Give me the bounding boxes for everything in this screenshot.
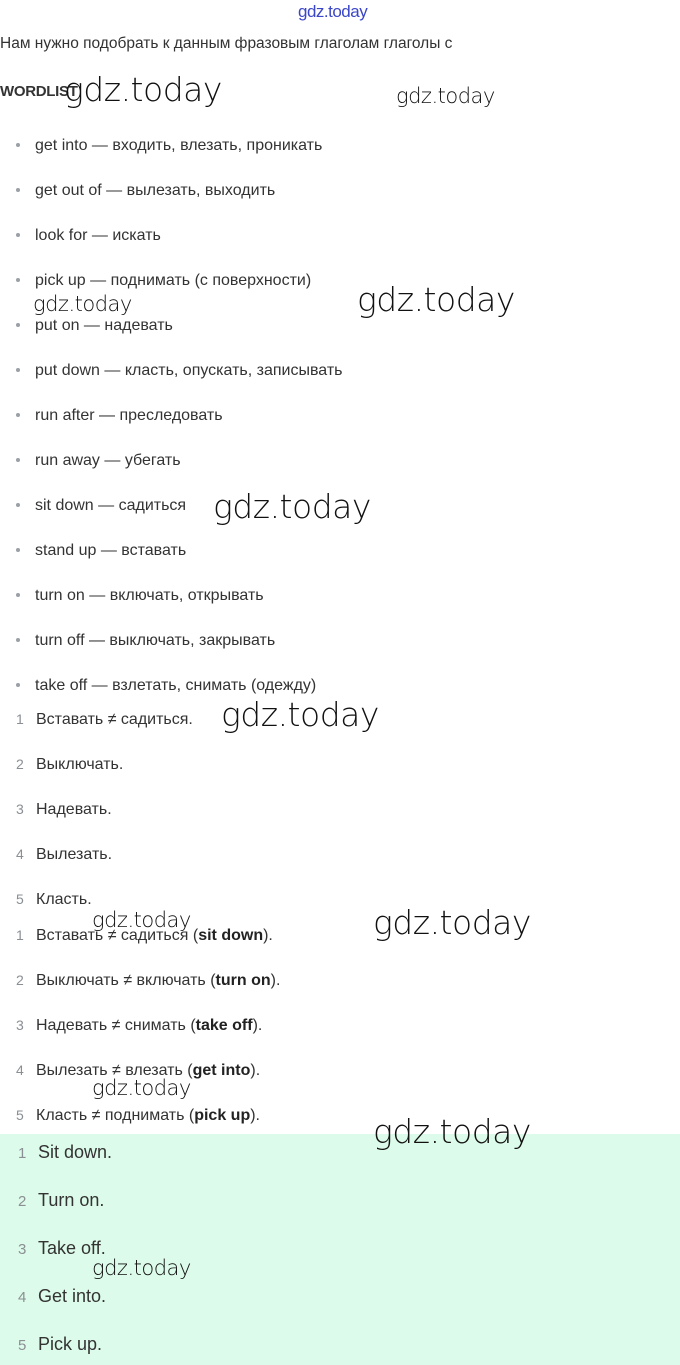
- wordlist-item-text: pick up — поднимать (с поверхности): [35, 272, 312, 289]
- bullet-icon: [16, 368, 20, 372]
- bullet-icon: [16, 188, 20, 192]
- bullet-icon: [16, 143, 20, 147]
- wordlist-item: [16, 137, 322, 155]
- item-number: 3: [16, 1017, 24, 1033]
- watermark: gdz.today: [33, 292, 132, 316]
- item-number: 5: [16, 1107, 24, 1123]
- item-text: Надевать.: [36, 801, 112, 818]
- item-number: 2: [16, 756, 24, 772]
- wordlist-item: [16, 362, 343, 380]
- phrasal-verb: get into: [192, 1062, 251, 1079]
- wordlist-item-text: turn on — включать, открывать: [35, 587, 264, 604]
- item-number: 4: [18, 1289, 27, 1306]
- answer-item: [18, 1334, 102, 1355]
- wordlist-item: [16, 632, 275, 650]
- section-title: WORDLIST: [0, 83, 78, 100]
- wordlist-item-text: put on — надевать: [35, 317, 173, 334]
- step1-item: [16, 801, 112, 819]
- wordlist-item-text: put down — класть, опускать, записывать: [35, 362, 343, 379]
- item-number: 3: [18, 1241, 27, 1258]
- answer-item: [18, 1190, 104, 1211]
- item-text-end: ).: [252, 1017, 263, 1034]
- item-text-end: ).: [263, 927, 273, 944]
- item-number: 3: [16, 801, 24, 817]
- step1-item: [16, 891, 92, 909]
- bullet-icon: [16, 458, 20, 462]
- wordlist-item: [16, 272, 311, 290]
- answer-text: Sit down.: [38, 1142, 113, 1162]
- answer-text: Pick up.: [38, 1334, 103, 1354]
- bullet-icon: [16, 323, 20, 327]
- watermark: gdz.today: [373, 903, 531, 942]
- item-number: 5: [18, 1337, 27, 1354]
- item-text: Выключать.: [36, 756, 124, 773]
- step2-item: [16, 1107, 260, 1125]
- watermark: gdz.today: [221, 695, 379, 734]
- watermark: gdz.today: [373, 1112, 531, 1151]
- bullet-icon: [16, 413, 20, 417]
- item-number: 4: [16, 1062, 24, 1078]
- wordlist-item: [16, 452, 181, 470]
- bullet-icon: [16, 233, 20, 237]
- wordlist-item: [16, 227, 161, 245]
- wordlist-item: [16, 182, 275, 200]
- item-number: 1: [16, 711, 24, 727]
- watermark: gdz.today: [64, 70, 222, 109]
- wordlist-item-text: get into — входить, влезать, проникать: [35, 137, 323, 154]
- answer-item: [18, 1286, 106, 1307]
- phrasal-verb: pick up: [194, 1107, 251, 1124]
- item-number: 4: [16, 846, 24, 862]
- phrasal-verb: turn on: [215, 972, 271, 989]
- wordlist-item-text: run after — преследовать: [35, 407, 223, 424]
- item-text: Вылезать ≠ влезать (: [36, 1062, 193, 1079]
- item-number: 2: [18, 1193, 27, 1210]
- watermark: gdz.today: [92, 908, 191, 932]
- item-text: Класть.: [36, 891, 92, 908]
- item-text: Вставать ≠ садиться.: [36, 711, 193, 728]
- wordlist-item: [16, 407, 223, 425]
- wordlist-item-text: get out of — вылезать, выходить: [35, 182, 276, 199]
- bullet-icon: [16, 503, 20, 507]
- intro-text: Нам нужно подобрать к данным фразовым глаголам глаголы с: [0, 35, 453, 52]
- item-text-end: ).: [250, 1062, 261, 1079]
- watermark: gdz.today: [357, 280, 515, 319]
- step2-item: [16, 972, 280, 990]
- wordlist-item: [16, 542, 186, 560]
- watermark: gdz.today: [396, 84, 495, 108]
- step1-item: [16, 711, 193, 729]
- wordlist-item-text: take off — взлетать, снимать (одежду): [35, 677, 317, 694]
- item-text: Выключать ≠ включать (: [36, 972, 216, 989]
- item-number: 1: [16, 927, 24, 943]
- item-text-end: ).: [250, 1107, 260, 1124]
- wordlist-item-text: look for — искать: [35, 227, 161, 244]
- item-number: 1: [18, 1145, 27, 1162]
- step1-item: [16, 756, 123, 774]
- answer-item: [18, 1142, 112, 1163]
- wordlist-item: [16, 497, 186, 515]
- top-watermark: gdz.today: [298, 2, 368, 21]
- wordlist-item: [16, 317, 173, 335]
- item-text: Вставать ≠ садиться (: [36, 927, 199, 944]
- item-text: Вылезать.: [36, 846, 113, 863]
- bullet-icon: [16, 548, 20, 552]
- wordlist-item: [16, 677, 316, 695]
- answer-text: Take off.: [38, 1238, 106, 1258]
- bullet-icon: [16, 683, 20, 687]
- phrasal-verb: sit down: [198, 927, 264, 944]
- wordlist-item-text: run away — убегать: [35, 452, 181, 469]
- item-number: 5: [16, 891, 24, 907]
- item-number: 2: [16, 972, 24, 988]
- answer-text: Get into.: [38, 1286, 107, 1306]
- wordlist-item-text: stand up — вставать: [35, 542, 187, 559]
- step2-item: [16, 1017, 262, 1035]
- bullet-icon: [16, 278, 20, 282]
- item-text-end: ).: [270, 972, 281, 989]
- bullet-icon: [16, 638, 20, 642]
- phrasal-verb: take off: [195, 1017, 253, 1034]
- watermark: gdz.today: [213, 487, 371, 526]
- watermark: gdz.today: [92, 1256, 191, 1280]
- watermark: gdz.today: [92, 1076, 191, 1100]
- wordlist-item: [16, 587, 264, 605]
- item-text: Класть ≠ поднимать (: [36, 1107, 195, 1124]
- wordlist-item-text: turn off — выключать, закрывать: [35, 632, 276, 649]
- item-text: Надевать ≠ снимать (: [36, 1017, 196, 1034]
- wordlist-item-text: sit down — садиться: [35, 497, 187, 514]
- answer-text: Turn on.: [38, 1190, 105, 1210]
- step1-item: [16, 846, 112, 864]
- bullet-icon: [16, 593, 20, 597]
